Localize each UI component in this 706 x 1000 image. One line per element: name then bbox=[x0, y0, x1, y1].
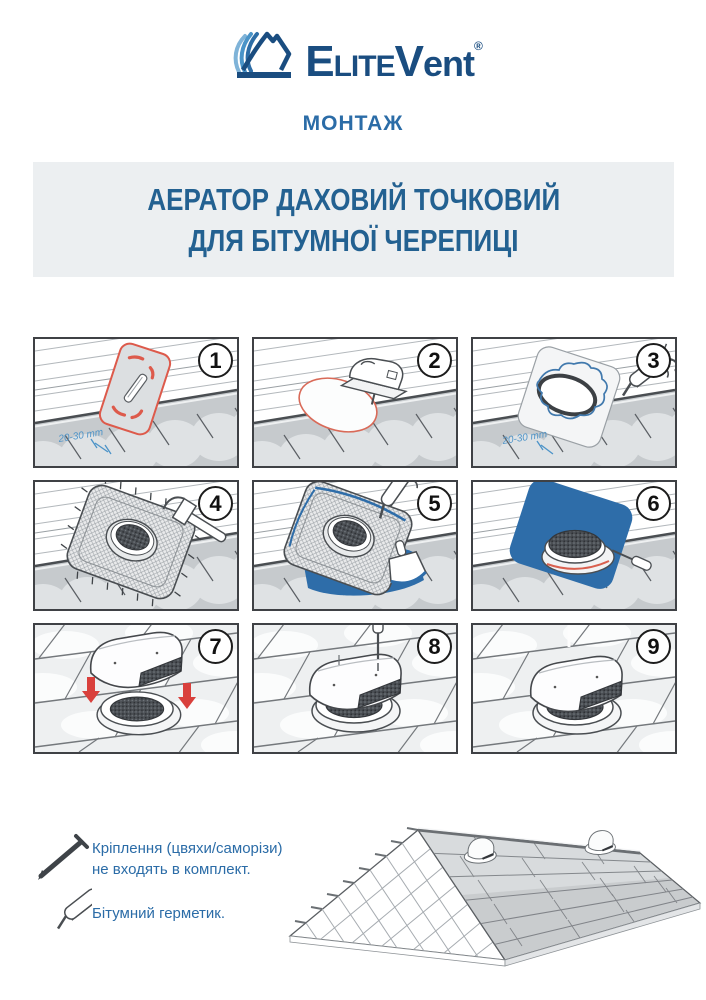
installation-steps-grid bbox=[33, 337, 677, 754]
legend-fasteners-line2: не входять в комплект. bbox=[92, 861, 251, 878]
step-panel-5 bbox=[252, 480, 458, 611]
brand-wordmark: ELITEVent® bbox=[305, 37, 483, 86]
step-number-badge: 4 bbox=[198, 486, 233, 521]
section-title: МОНТАЖ bbox=[302, 112, 404, 135]
step-panel-9 bbox=[471, 623, 677, 754]
step-number-badge: 2 bbox=[417, 343, 452, 378]
step-panel-7 bbox=[33, 623, 239, 754]
step-panel-4 bbox=[33, 480, 239, 611]
step-number-badge: 8 bbox=[417, 629, 452, 664]
step-panel-1 bbox=[33, 337, 239, 468]
product-title-line1: АЕРАТОР ДАХОВИЙ ТОЧКОВИЙ bbox=[147, 181, 560, 217]
step-number-badge: 3 bbox=[636, 343, 671, 378]
step-number-badge: 6 bbox=[636, 486, 671, 521]
step-number-badge: 1 bbox=[198, 343, 233, 378]
step-number-badge: 9 bbox=[636, 629, 671, 664]
nail-icon bbox=[34, 832, 92, 882]
legend-fasteners-line1: Кріплення (цвяхи/саморізи) bbox=[92, 840, 283, 857]
step-number-badge: 5 bbox=[417, 486, 452, 521]
elitevent-logo-icon bbox=[223, 24, 299, 84]
step-number-badge: 7 bbox=[198, 629, 233, 664]
svg-text:20-30 mm: 20-30 mm bbox=[57, 427, 104, 445]
step-panel-3 bbox=[471, 337, 677, 468]
step-panel-6 bbox=[471, 480, 677, 611]
legend-fasteners bbox=[92, 838, 282, 880]
brand-logo bbox=[0, 24, 706, 84]
product-title-line2: ДЛЯ БІТУМНОЇ ЧЕРЕПИЦІ bbox=[188, 222, 519, 258]
product-title-box bbox=[33, 162, 674, 277]
legend-sealant bbox=[92, 903, 225, 924]
step-panel-8 bbox=[252, 623, 458, 754]
step-panel-2 bbox=[252, 337, 458, 468]
svg-text:20-30 mm: 20-30 mm bbox=[501, 429, 548, 447]
roof-overview-illustration bbox=[282, 798, 706, 995]
roof-aerator bbox=[584, 830, 616, 856]
caulk-gun-icon bbox=[36, 888, 92, 944]
legend-sealant-line1: Бітумний герметик. bbox=[92, 905, 226, 922]
